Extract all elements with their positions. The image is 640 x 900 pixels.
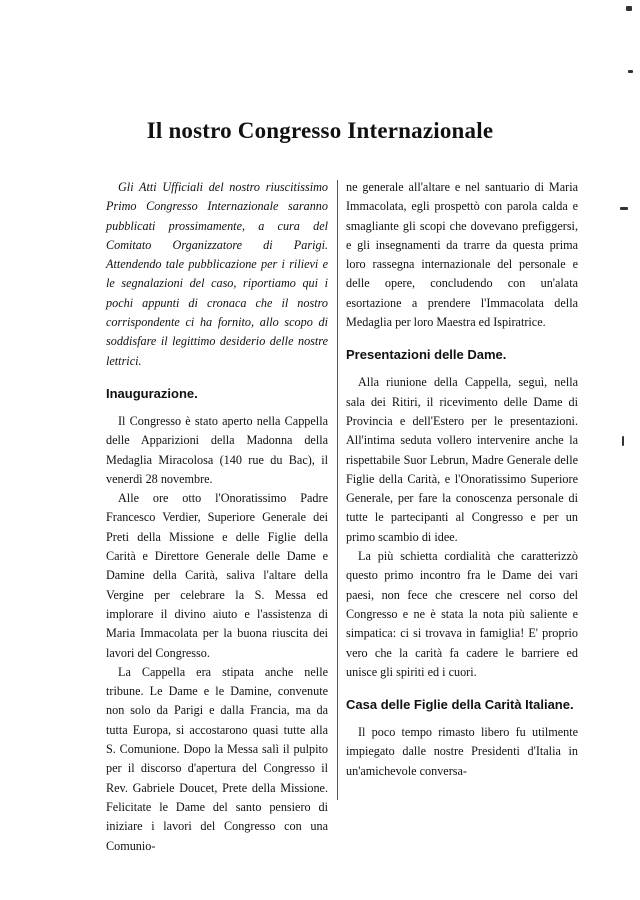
scan-mark xyxy=(626,6,632,11)
right-column xyxy=(346,178,578,781)
section-heading-casa-figlie: Casa delle Figlie della Carità Italiane. xyxy=(346,697,574,713)
paragraph: Alle ore otto l'Onoratissimo Padre Francesco Verdier, Superiore Generale dei Preti della Missione e delle Figlie della Carità e Direttore Generale delle Dame e Damine della Carità, saliva l'altare della Vergine per celebrare la S. Messa ed implorare il divino aiuto e l'assistenza di Maria Immacolata per la buona riuscita dei lavori del Congresso. xyxy=(106,491,328,660)
paragraph: Il Congresso è stato aperto nella Cappella delle Apparizioni della Madonna della Medaglia Miracolosa (140 rue du Bac), il venerdì 28 novembre. xyxy=(106,413,328,486)
paragraph: Il poco tempo rimasto libero fu utilmente impiegato dalle nostre Presidenti d'Italia in un'amichevole conversa- xyxy=(346,725,578,778)
section-heading-presentazioni: Presentazioni delle Dame. xyxy=(346,347,507,363)
section-heading-inaugurazione: Inaugurazione. xyxy=(106,385,198,401)
paragraph: La Cappella era stipata anche nelle tribune. Le Dame e le Damine, convenute non solo da Parigi e dalla Francia, ma da tutta Europa, si accostarono quasi tutte alla S. Comunione. Dopo la Messa salì il pulpito per il discorso d'apertura del Congresso il Rev. Gabriele Doucet, Prete della Missione. Felicitate le Dame del santo pensiero di iniziare i lavori del Congresso con una Comunio- xyxy=(106,664,328,853)
continued-paragraph: ne generale all'altare e nel santuario di Maria Immacolata, egli prospettò con parola calda e smagliante gli scopi che dovevano prefiggersi, e gli insegnamenti da trarre da questa prima loro rassegna internazionale del personale e delle opere, concludendo con un'alata esortazione a prendere l'Immacolata della Medaglia per loro Maestra ed Ispiratrice. xyxy=(346,180,578,330)
page-title: Il nostro Congresso Internazionale xyxy=(146,118,494,143)
intro-paragraph: Gli Atti Ufficiali del nostro riuscitissimo Primo Congresso Internazionale saranno pubblicati prossimamente, a cura del Comitato Organizzatore di Parigi. Attendendo tale pubblicazione per i rilievi e le segnalazioni del caso, riportiamo qui i pochi appunti di cronaca che il nostro corrispondente ci ha fornito, allo scopo di soddisfare il legittimo desiderio delle nostre lettrici. xyxy=(106,180,328,368)
scan-mark xyxy=(628,70,633,73)
scan-mark xyxy=(620,207,628,210)
column-divider xyxy=(337,180,338,800)
scan-mark xyxy=(622,436,624,446)
paragraph: Alla riunione della Cappella, seguì, nella sala dei Ritiri, il ricevimento delle Dame di Provincia e dell'Estero per le presentazioni. All'intima seduta vollero intervenire anche la rispettabile Suor Lebrun, Madre Generale delle Figlie della Carità, e l'Onoratissimo Superiore Generale, per fare la conoscenza personale di tutte le partecipanti al Congresso e per un primo scambio di idee. xyxy=(346,375,578,544)
left-column xyxy=(106,178,328,856)
paragraph: La più schietta cordialità che caratterizzò questo primo incontro fra le Dame dei vari paesi, non fece che crescere nel corso del Congresso e ne è stata la nota più saliente e simpatica: ci si trovava in famiglia! E' proprio vero che la carità fa cadere le barriere ed unisce gli spiriti ed i cuori. xyxy=(346,549,578,679)
